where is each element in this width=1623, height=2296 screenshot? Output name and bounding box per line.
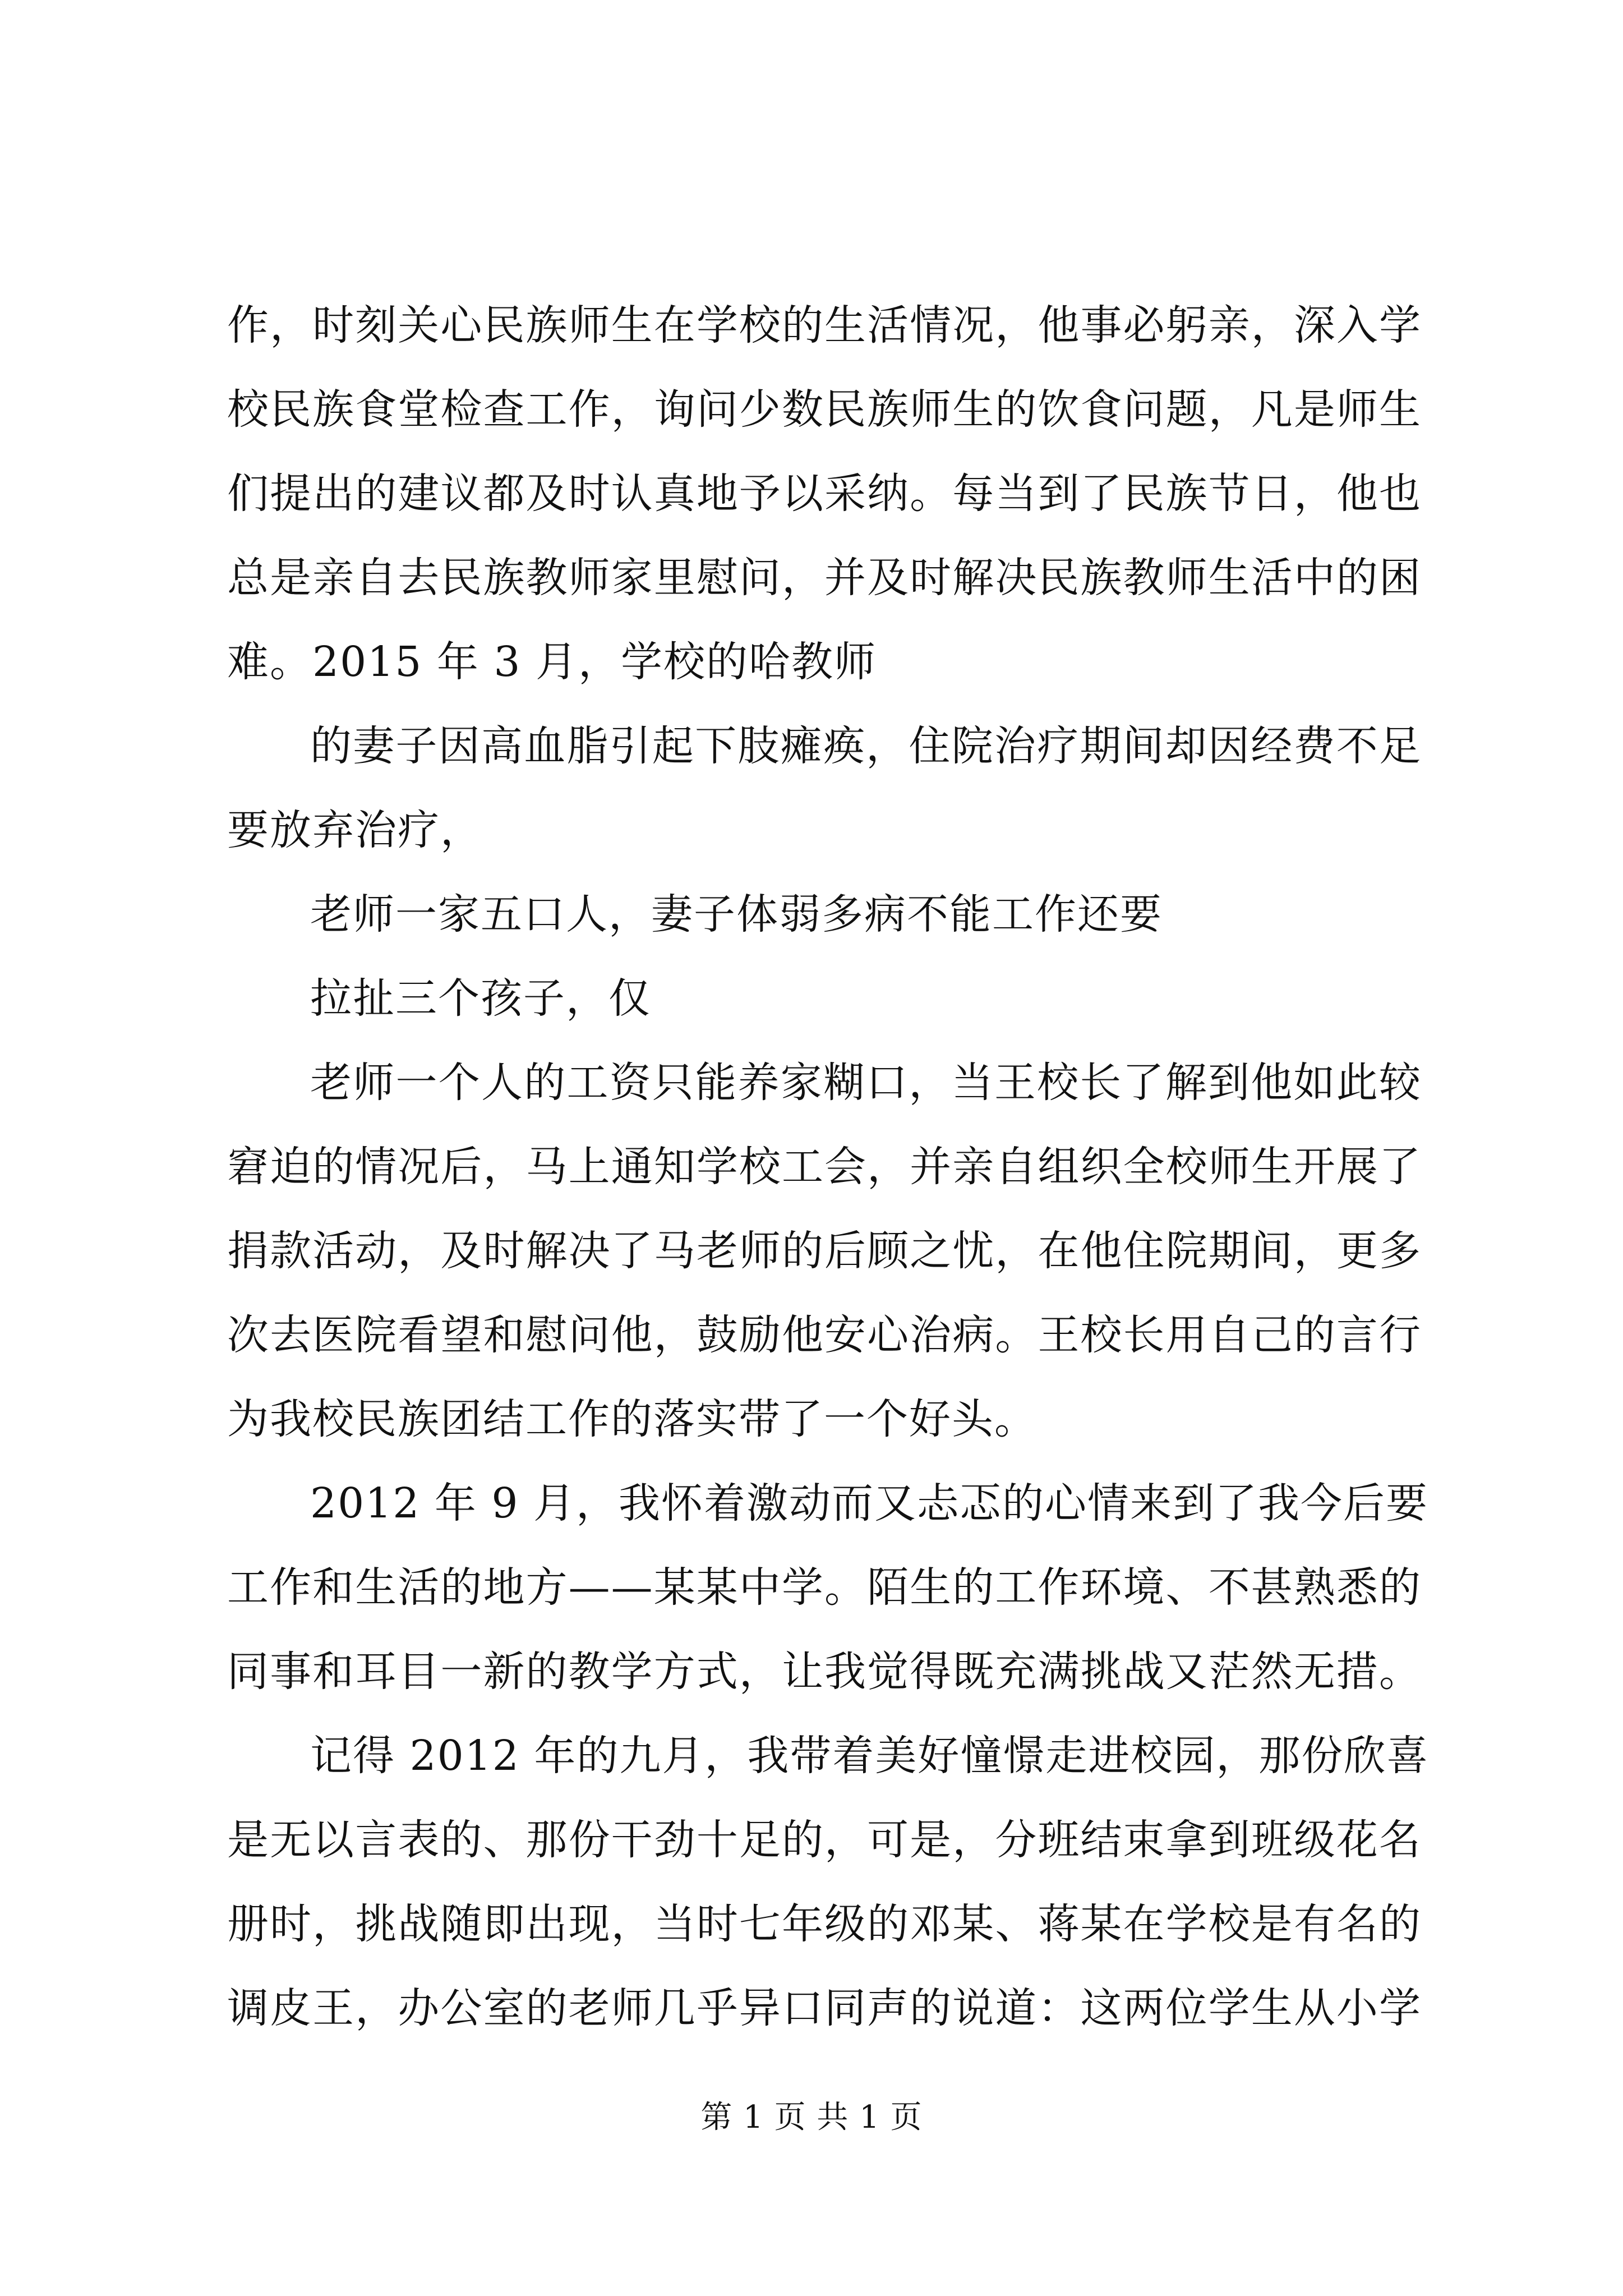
- text-line: 记得 2012 年的九月，我带着美好憧憬走进校园，那份欣喜: [310, 1732, 1430, 1780]
- text-line: 的妻子因高血脂引起下肢瘫痪，住院治疗期间却因经费不足: [310, 722, 1422, 770]
- text-line: 总是亲自去民族教师家里慰问，并及时解决民族教师生活中的困: [227, 554, 1422, 602]
- document-body: [227, 283, 1430, 2050]
- text-line: 作，时刻关心民族师生在学校的生活情况，他事必躬亲，深入学: [227, 301, 1422, 349]
- text-line: 拉扯三个孩子，仅: [310, 974, 651, 1023]
- text-line: 2012 年 9 月，我怀着激动而又忐忑的心情来到了我今后要: [310, 1479, 1428, 1527]
- text-line: 要放弃治疗，: [227, 806, 483, 854]
- text-line: 捐款活动，及时解决了马老师的后顾之忧，在他住院期间，更多: [227, 1227, 1422, 1275]
- text-line: 难。2015 年 3 月，学校的哈教师: [227, 638, 877, 686]
- text-line: 为我校民族团结工作的落实带了一个好头。: [227, 1395, 1037, 1443]
- text-line: 老师一家五口人，妻子体弱多病不能工作还要: [310, 890, 1163, 938]
- text-line: 次去医院看望和慰问他，鼓励他安心治病。王校长用自己的言行: [227, 1311, 1422, 1359]
- text-line: 工作和生活的地方——某某中学。陌生的工作环境、不甚熟悉的: [227, 1563, 1422, 1612]
- text-line: 调皮王，办公室的老师几乎异口同声的说道：这两位学生从小学: [227, 1984, 1422, 2032]
- text-line: 校民族食堂检查工作，询问少数民族师生的饮食问题，凡是师生: [227, 385, 1422, 434]
- text-line: 窘迫的情况后，马上通知学校工会，并亲自组织全校师生开展了: [227, 1143, 1422, 1191]
- page-number-footer: 第 1 页 共 1 页: [700, 2099, 923, 2136]
- text-line: 是无以言表的、那份干劲十足的，可是，分班结束拿到班级花名: [227, 1816, 1422, 1864]
- text-line: 同事和耳目一新的教学方式，让我觉得既充满挑战又茫然无措。: [227, 1648, 1422, 1696]
- text-line: 老师一个人的工资只能养家糊口，当王校长了解到他如此较: [310, 1059, 1422, 1107]
- text-line: 们提出的建议都及时认真地予以采纳。每当到了民族节日，他也: [227, 470, 1422, 518]
- text-line: 册时，挑战随即出现，当时七年级的邓某、蒋某在学校是有名的: [227, 1900, 1422, 1948]
